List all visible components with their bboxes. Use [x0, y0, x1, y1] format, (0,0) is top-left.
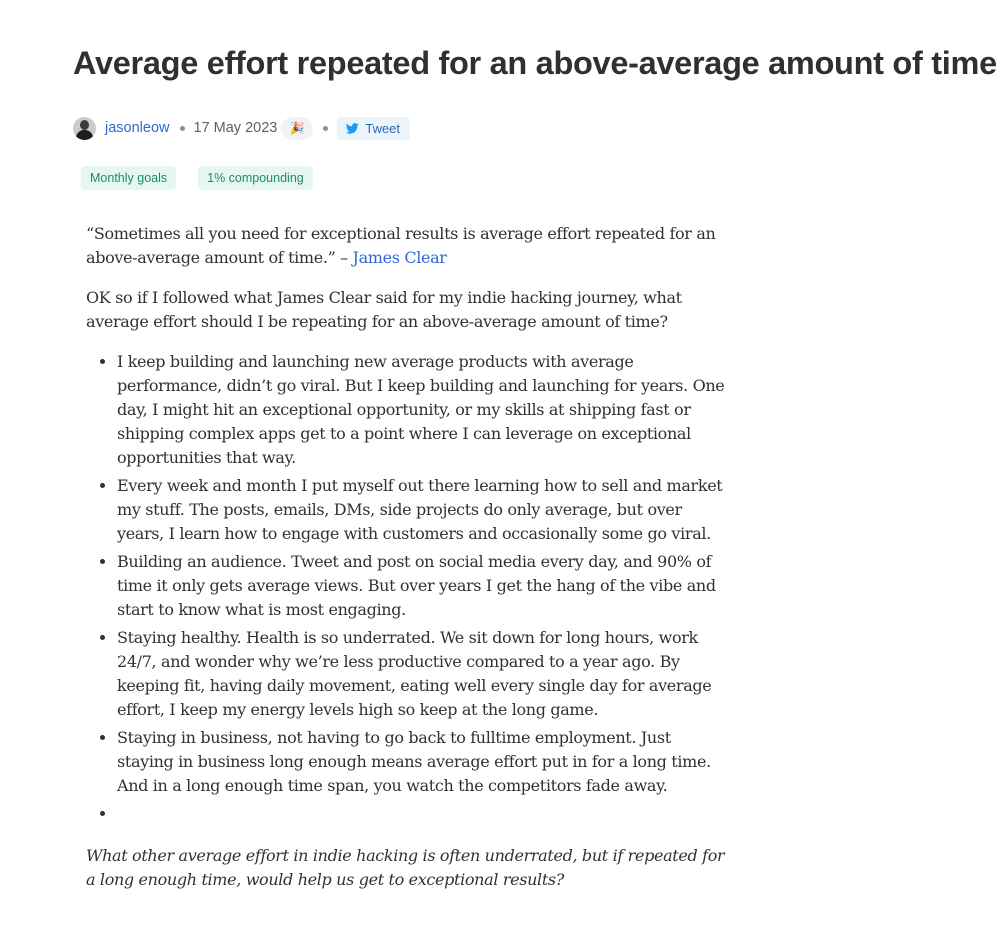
post-meta	[73, 115, 410, 141]
intro-paragraph: OK so if I followed what James Clear said for my indie hacking journey, what average effort should I be repeating for an above-average amount of time?	[86, 288, 682, 331]
post-date: 17 May 2023	[193, 120, 278, 136]
closing-question-text: What other average effort in indie hacking is often underrated, but if repeated for a long enough time, would help us get to exceptional results?	[86, 846, 725, 889]
list-item: • Every week and month I put myself out there learning how to sell and market my stuff. The posts, emails, DMs, side projects do only average, but over years, I learn how to engage with customers and occasionally some go viral.	[117, 474, 726, 546]
list-item: • I keep building and launching new average products with average performance, didn’t go viral. But I keep building and launching for years. One day, I might hit an exceptional opportunity, or my skills at shipping fast or shipping complex apps get to a point where I can leverage on exceptional opportunities that way.	[117, 350, 726, 470]
bullet-list	[86, 350, 726, 826]
closing-question	[86, 844, 726, 892]
author-avatar[interactable]	[73, 117, 96, 140]
separator-dot	[180, 126, 185, 131]
tweet-label: Tweet	[365, 120, 401, 136]
quote-paragraph	[86, 222, 726, 270]
party-popper-icon: 🎉	[289, 121, 305, 135]
tweet-button[interactable]	[337, 117, 410, 140]
tag-monthly-goals[interactable]: Monthly goals	[81, 166, 176, 190]
empty-list-item	[117, 802, 726, 826]
tag-compounding[interactable]: 1% compounding	[198, 166, 313, 190]
quote-text: “Sometimes all you need for exceptional results is average effort repeated for an above-average amount of time.” –	[86, 224, 716, 267]
twitter-bird-icon	[346, 123, 359, 134]
quote-source-link[interactable]: James Clear	[352, 248, 447, 267]
reaction-button[interactable]	[281, 117, 313, 140]
post-body	[86, 222, 726, 908]
separator-dot	[323, 126, 328, 131]
list-item: • Staying healthy. Health is so underrated. We sit down for long hours, work 24/7, and wonder why we’re less productive compared to a year ago. By keeping fit, having daily movement, eating well every single day for average effort, I keep my energy levels high so keep at the long game.	[117, 626, 726, 722]
list-item: • Staying in business, not having to go back to fulltime employment. Just staying in business long enough means average effort put in for a long time. And in a long enough time span, you watch the competitors fade away.	[117, 726, 726, 798]
list-item: • Building an audience. Tweet and post on social media every day, and 90% of time it only gets average views. But over years I get the hang of the vibe and start to know what is most engaging.	[117, 550, 726, 622]
author-link[interactable]: jasonleow	[105, 120, 170, 136]
tag-list	[81, 166, 313, 190]
post-title: Average effort repeated for an above-average amount of time	[73, 45, 997, 81]
